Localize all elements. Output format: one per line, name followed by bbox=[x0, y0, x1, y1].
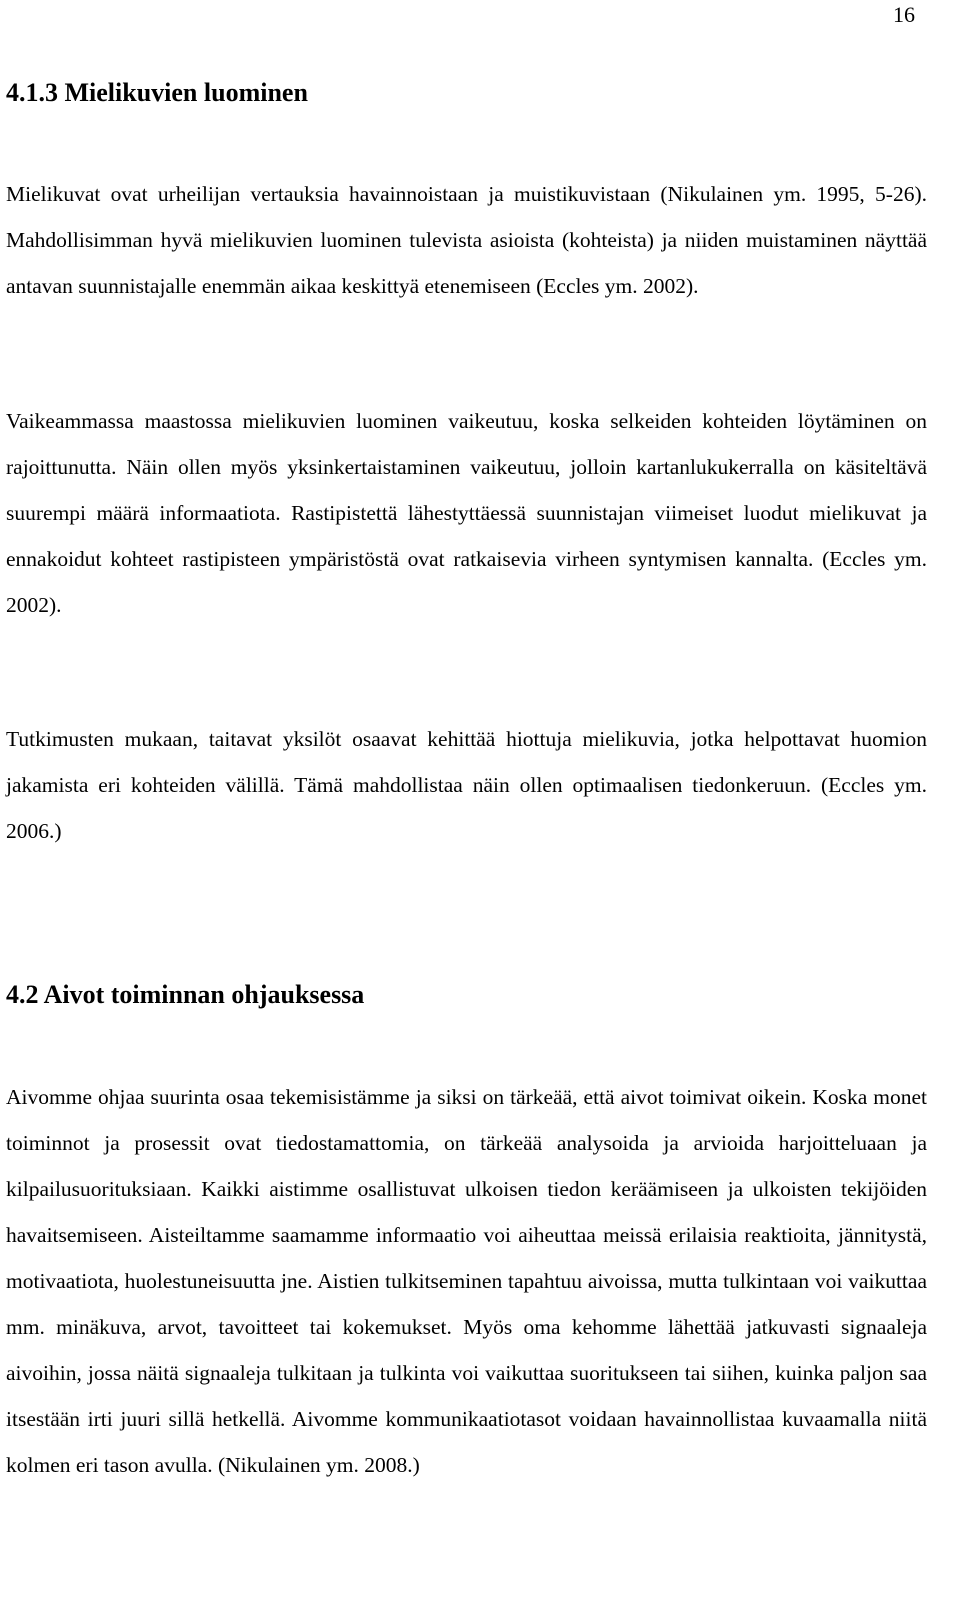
paragraph-mielikuvat: Mielikuvat ovat urheilijan vertauksia havainnoistaan ja muistikuvistaan (Nikulainen ym. 1995, 5-26). Mahdollisimman hyvä mielikuvien luominen tulevista asioista (kohteista) ja niiden muistaminen näyttää antavan suunnistajalle enemmän aikaa keskittyä etenemiseen (Eccles ym. 2002). bbox=[6, 182, 927, 298]
section-heading-aivot-toiminnan-ohjauksessa: 4.2 Aivot toiminnan ohjauksessa bbox=[6, 980, 365, 1009]
page-number: 16 bbox=[893, 2, 915, 27]
paragraph-aivomme-ohjaa: Aivomme ohjaa suurinta osaa tekemisistämme ja siksi on tärkeää, että aivot toimivat oikein. Koska monet toiminnot ja prosessit ovat tiedostamattomia, on tärkeää analysoida ja arvioida harjoitteluaan ja kilpailusuorituksiaan. Kaikki aistimme osallistuvat ulkoisen tiedon keräämiseen ja ulkoisten tekijöiden havaitsemiseen. Aisteiltamme saamamme informaatio voi aiheuttaa meissä erilaisia reaktioita, jännitystä, motivaatiota, huolestuneisuutta jne. Aistien tulkitseminen tapahtuu aivoissa, mutta tulkintaan voi vaikuttaa mm. minäkuva, arvot, tavoitteet tai kokemukset. Myös oma kehomme lähettää jatkuvasti signaaleja aivoihin, jossa näitä signaaleja tulkitaan ja tulkinta voi vaikuttaa suoritukseen tai siihen, kuinka paljon saa itsestään irti juuri sillä hetkellä. Aivomme kommunikaatiotasot voidaan havainnollistaa kuvaamalla niitä kolmen eri tason avulla. (Nikulainen ym. 2008.) bbox=[6, 1085, 927, 1477]
paragraph-tutkimusten-mukaan: Tutkimusten mukaan, taitavat yksilöt osaavat kehittää hiottuja mielikuvia, jotka helpottavat huomion jakamista eri kohteiden välillä. Tämä mahdollistaa näin ollen optimaalisen tiedonkeruun. (Eccles ym. 2006.) bbox=[6, 727, 927, 843]
paragraph-vaikeammassa-maastossa: Vaikeammassa maastossa mielikuvien luominen vaikeutuu, koska selkeiden kohteiden löytäminen on rajoittunutta. Näin ollen myös yksinkertaistaminen vaikeutuu, jolloin kartanlukukerralla on käsiteltävä suurempi määrä informaatiota. Rastipistettä lähestyttäessä suunnistajan viimeiset luodut mielikuvat ja ennakoidut kohteet rastipisteen ympäristöstä ovat ratkaisevia virheen syntymisen kannalta. (Eccles ym. 2002). bbox=[6, 409, 927, 617]
section-heading-mielikuvien-luominen: 4.1.3 Mielikuvien luominen bbox=[6, 78, 308, 107]
